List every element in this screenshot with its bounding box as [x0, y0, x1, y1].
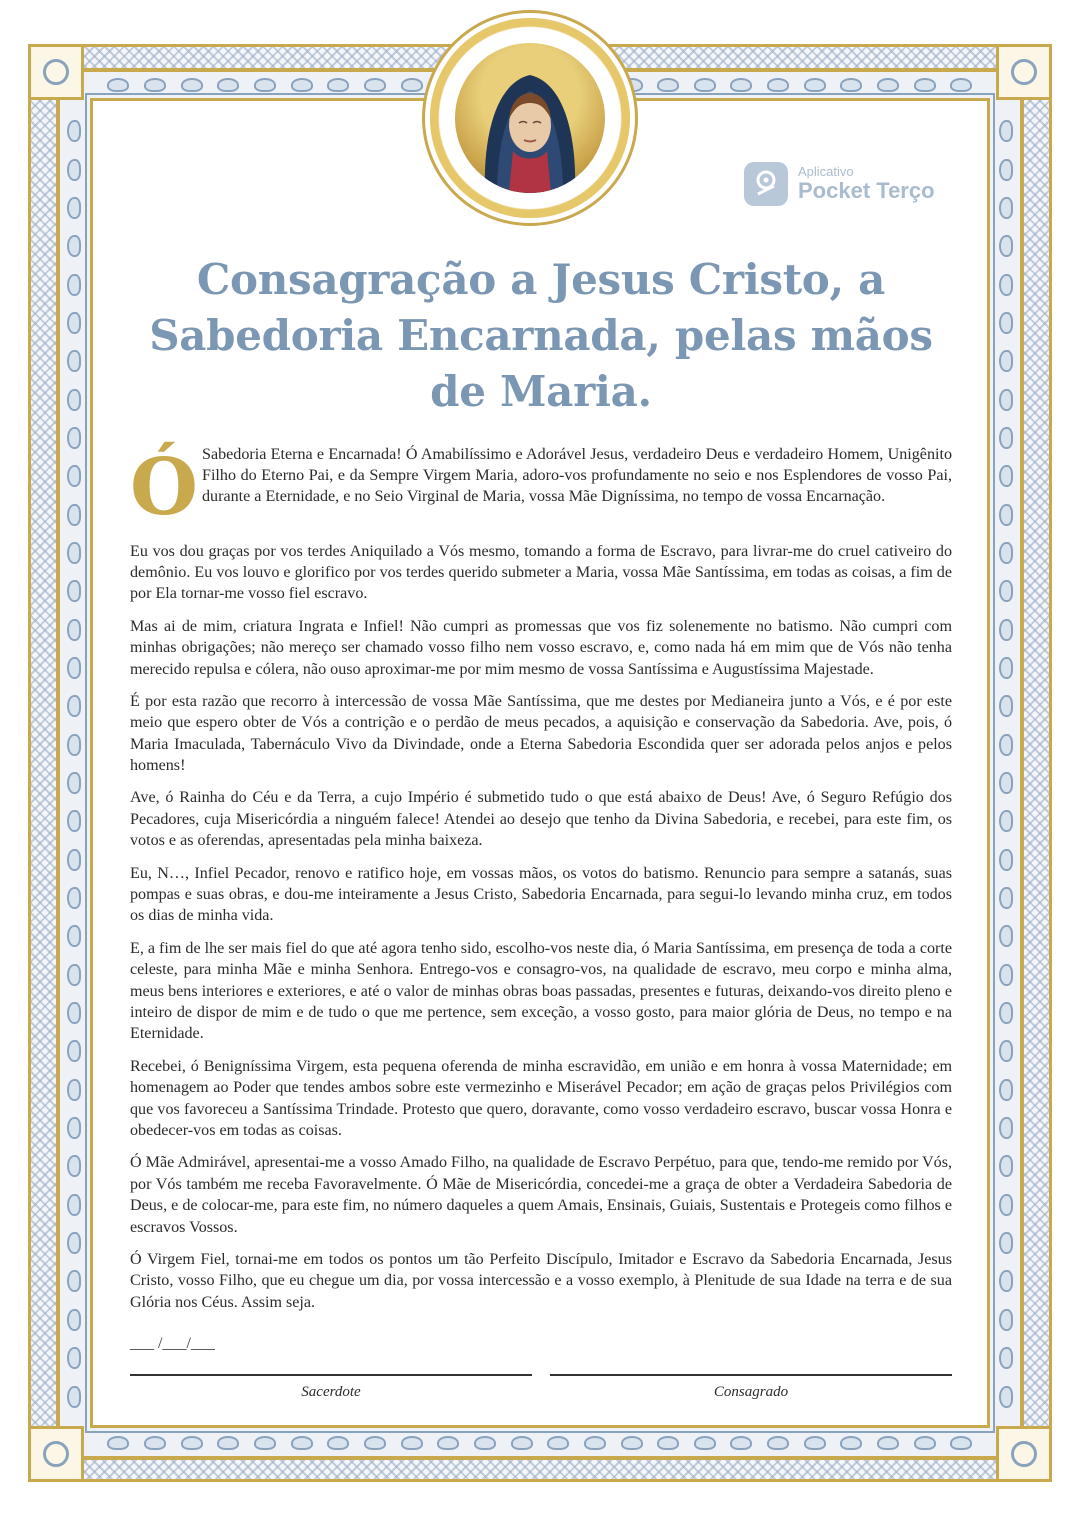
- paragraph-6: Eu, N…, Infiel Pecador, renovo e ratifico hoje, em vossas mãos, os votos do batismo. Renuncio para sempre a satanás, suas pompas e suas obras, e dou-me inteiramente a Jesus Cristo, Sabedoria Encarnada, para segui-lo levando minha cruz, em todos os dias de minha vida.: [130, 864, 952, 925]
- rosary-icon: [744, 162, 788, 206]
- paragraph-7: E, a fim de lhe ser mais fiel do que até agora tenho sido, escolho-vos neste dia, ó Maria Santíssima, em presença de toda a corte celeste, para minha Mãe e minha Senhora. Entrego-vos e consagro-vos, na qualidade de escravo, meu corpo e minha alma, meus bens interiores e exteriores, e até o valor de minhas obras boas passadas, presentes e futuras, deixando-vos direito pleno e inteiro de dispor de mim e de tudo o que me pertence, sem exceção, a vosso gosto, para maior glória de Deus, no tempo e na Eternidade.: [130, 939, 952, 1043]
- prayer-body: [130, 441, 952, 1314]
- drop-cap: Ó: [130, 441, 198, 533]
- corner-ornament-bottom-left: [28, 1426, 84, 1482]
- signature-priest: [130, 1374, 532, 1401]
- paragraph-3: Mas ai de mim, criatura Ingrata e Infiel! Não cumpri as promessas que vos fiz solenemente no batismo. Não cumpri com minhas obrigações; não mereço ser chamado vosso filho nem vosso escravo, e, como nada há em mim que de Vós não tenha merecido repulsa e cólera, não ouso aproximar-me por mim mesmo de vossa Santíssima e Augustíssima Majestade.: [130, 617, 952, 678]
- paragraph-10: Ó Virgem Fiel, tornai-me em todos os pontos um tão Perfeito Discípulo, Imitador e Escravo da Sabedoria Encarnada, Jesus Cristo, vosso Filho, que eu chegue um dia, por vossa intercessão e a vosso exemplo, à Plenitude de sua Idade na terra e de sua Glória nos Céus. Assim seja.: [130, 1250, 952, 1311]
- paragraph-1-text: Sabedoria Eterna e Encarnada! Ó Amabilíssimo e Adorável Jesus, verdadeiro Deus e verdadeiro Homem, Unigênito Filho do Eterno Pai, e da Sempre Virgem Maria, adoro-vos profundamente no seio e nos Esplendores de vosso Pai, durante a Eternidade, e no Seio Virginal de Maria, vossa Mãe Digníssima, no tempo de vossa Encarnação.: [202, 445, 952, 506]
- app-logo-text: [798, 165, 935, 203]
- paragraph-5: Ave, ó Rainha do Céu e da Terra, a cujo Império é submetido tudo o que está abaixo de Deus! Ave, ó Seguro Refúgio dos Pecadores, cuja Misericórdia a ninguém falece! Atendei ao desejo que tenho da Divina Sabedoria, e recebei, para este fim, os votos e as oferendas, apresentadas pela minha baixeza.: [130, 789, 952, 850]
- right-ornament-column: [994, 112, 1018, 1416]
- corner-ornament-top-right: [996, 44, 1052, 100]
- signature-line-consecrated: [550, 1374, 952, 1376]
- app-logo-small-label: Aplicativo: [798, 163, 854, 179]
- paragraph-4: É por esta razão que recorro à intercessão de vossa Mãe Santíssima, que me destes por Medianeira junto a Vós, e é por este meio que espero obter de Vós a contrição e o perdão de meus pecados, a aquisição e conservação da Sabedoria. Ave, pois, ó Maria Imaculada, Tabernáculo Vivo da Divindade, onde a Eterna Sabedoria Escondida quer ser adorada pelos anjos e pelos homens!: [130, 692, 952, 775]
- bottom-ornament-row: [100, 1432, 980, 1454]
- corner-ornament-bottom-right: [996, 1426, 1052, 1482]
- virgin-mary-illustration: [455, 43, 605, 193]
- prayer-content: [130, 252, 952, 1353]
- app-logo-name: Pocket Terço: [798, 178, 935, 204]
- corner-ornament-top-left: [28, 44, 84, 100]
- paragraph-8: Recebei, ó Benigníssima Virgem, esta pequena oferenda de minha escravidão, em união e em honra à vossa Maternidade; em homenagem ao Poder que tendes ambos sobre este vermezinho e Miserável Pecador; em ação de graças pelos Privilégios com que vos favoreceu a Santíssima Trindade. Protesto que quero, doravante, como vosso verdadeiro escravo, buscar vossa Honra e obedecer-vos em todas as coisas.: [130, 1057, 952, 1139]
- date-placeholder: ___ /___/___: [130, 1335, 215, 1353]
- paragraph-9: Ó Mãe Admirável, apresentai-me a vosso Amado Filho, na qualidade de Escravo Perpétuo, para que, tendo-me remido por Vós, por Vós também me receba Favoravelmente. Ó Mãe de Misericórdia, concedei-me a graça de obter a Verdadeira Sabedoria de Deus, e de colocar-me, para este fim, no número daqueles a quem Amais, Ensinais, Guiais, Sustentais e Protegeis como filhos e escravos Vossos.: [130, 1154, 952, 1236]
- signature-area: [130, 1374, 952, 1401]
- signature-label-priest: Sacerdote: [301, 1384, 361, 1400]
- left-ornament-column: [62, 112, 86, 1416]
- app-logo: [744, 162, 935, 206]
- virgin-mary-medallion: [430, 18, 630, 218]
- signature-line-priest: [130, 1374, 532, 1376]
- paragraph-1: [130, 441, 952, 533]
- signature-label-consecrated: Consagrado: [713, 1384, 789, 1400]
- page-title: Consagração a Jesus Cristo, a Sabedoria Encarnada, pelas mãos de Maria.: [149, 255, 933, 416]
- paragraph-2: Eu vos dou graças por vos terdes Aniquilado a Vós mesmo, tomando a forma de Escravo, para livrar-me do cruel cativeiro do demônio. Eu vos louvo e glorifico por vos terdes querido submeter a Maria, vossa Mãe Santíssima, em todas as coisas, a fim de por Ela tornar-me vosso fiel escravo.: [130, 542, 952, 603]
- virgin-mary-portrait: [452, 40, 608, 196]
- signature-consecrated: [550, 1374, 952, 1401]
